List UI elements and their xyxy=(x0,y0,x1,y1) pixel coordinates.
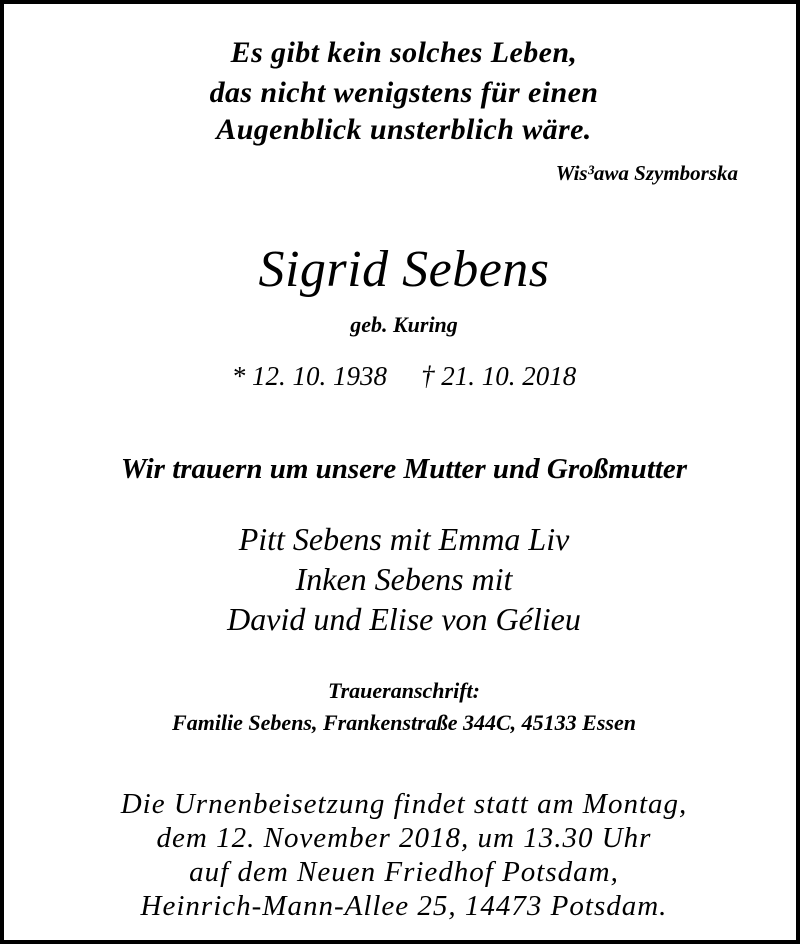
burial-line: Die Urnenbeisetzung findet statt am Montag, xyxy=(120,788,688,820)
family-member-line: Pitt Sebens mit Emma Liv xyxy=(238,521,570,557)
maiden-name: geb. Kuring xyxy=(350,312,458,337)
family-member-line: Inken Sebens mit xyxy=(295,561,513,597)
address-line: Familie Sebens, Frankenstraße 344C, 45133 Essen xyxy=(172,710,636,735)
life-dates xyxy=(4,361,800,392)
quote-line: das nicht wenigstens für einen xyxy=(209,76,599,109)
birth-date: * 12. 10. 1938 xyxy=(231,361,387,391)
burial-line: dem 12. November 2018, um 13.30 Uhr xyxy=(156,822,652,854)
family-member-line: David und Elise von Gélieu xyxy=(227,601,581,637)
quote-line: Es gibt kein solches Leben, xyxy=(230,36,578,69)
address-label: Traueranschrift: xyxy=(328,678,480,703)
mourning-text: Wir trauern um unsere Mutter und Großmutter xyxy=(120,453,688,485)
deceased-name: Sigrid Sebens xyxy=(258,241,550,298)
quote-author: Wis³awa Szymborska xyxy=(555,161,738,185)
quote-line: Augenblick unsterblich wäre. xyxy=(216,113,592,146)
death-date: † 21. 10. 2018 xyxy=(421,361,577,391)
burial-line: auf dem Neuen Friedhof Potsdam, xyxy=(189,856,619,888)
burial-line: Heinrich-Mann-Allee 25, 14473 Potsdam. xyxy=(140,890,668,922)
